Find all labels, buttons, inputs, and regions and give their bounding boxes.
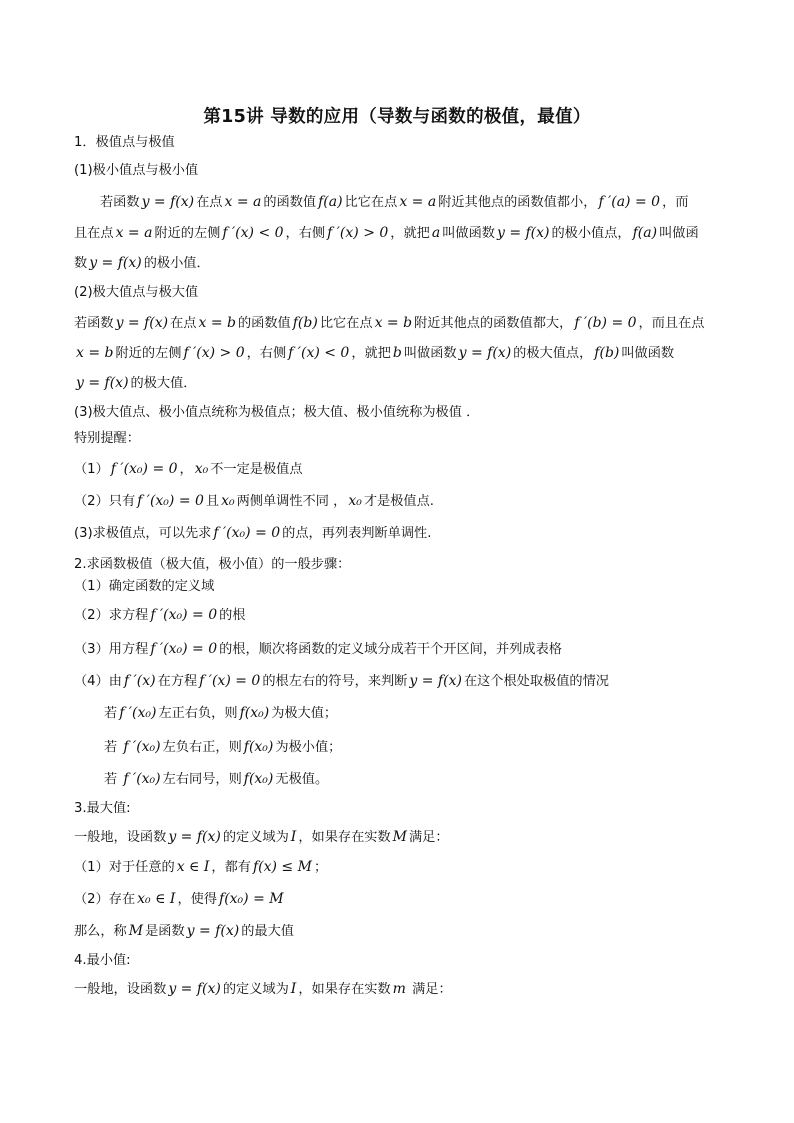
math-expression: y = f(x) xyxy=(168,829,221,845)
text-run: 的根，顺次将函数的定义域分成若干个开区间，并列成表格 xyxy=(219,642,562,657)
math-expression: f ′(x) = 0 xyxy=(199,673,261,689)
text-run: ，如果存在实数 xyxy=(298,830,391,845)
list-item xyxy=(74,524,431,543)
text-run: 的最大值 xyxy=(241,924,294,939)
math-expression: x₀ ∈ I xyxy=(137,891,176,907)
list-item xyxy=(74,890,286,909)
paragraph-line xyxy=(74,374,196,393)
math-expression: x₀ xyxy=(194,461,209,477)
list-item xyxy=(74,492,434,511)
text-run: 的极小值． xyxy=(143,256,210,271)
text-run: ，而且在点 xyxy=(638,316,705,331)
text-run: 满足： xyxy=(407,982,452,997)
text-run: ，使得 xyxy=(177,892,218,907)
text-run: ，如果存在实数 xyxy=(298,982,391,997)
section-heading: 2.求函数极值（极大值，极小值）的一般步骤： xyxy=(74,557,351,572)
paragraph-line xyxy=(74,224,699,243)
math-expression: f(x₀) = M xyxy=(219,891,284,907)
text-run: 的根 xyxy=(219,608,246,623)
text-run: （2）只有 xyxy=(74,494,136,509)
text-run: 若 xyxy=(104,740,122,755)
text-run: 为极大值； xyxy=(271,706,338,721)
text-run: 的极小值点， xyxy=(551,226,631,241)
math-expression: y = f(x) xyxy=(496,225,550,241)
math-expression: f(a) xyxy=(318,194,343,210)
math-expression: b xyxy=(392,345,402,361)
subsection-heading: (2)极大值点与极大值 xyxy=(74,285,199,300)
math-expression: f ′(b) = 0 xyxy=(574,315,637,331)
list-item xyxy=(74,460,303,479)
text-run: 不一定是极值点 xyxy=(210,462,303,477)
section-heading: 3.最大值: xyxy=(74,801,131,816)
text-run: 的函数值 xyxy=(237,316,291,331)
list-item xyxy=(74,640,562,659)
text-run: (3)求极值点，可以先求 xyxy=(74,526,212,541)
paragraph-line xyxy=(74,922,294,941)
math-expression: f ′(x₀) xyxy=(123,739,161,755)
paragraph-line xyxy=(74,344,674,363)
text-run: 在这个根处取极值的情况 xyxy=(463,674,609,689)
math-expression: x = b xyxy=(76,345,114,361)
math-expression: y = f(x) xyxy=(409,673,462,689)
text-run: 无极值。 xyxy=(275,772,329,787)
list-item xyxy=(74,606,245,625)
list-item: （1）确定函数的定义域 xyxy=(74,579,215,594)
text-run: 的定义域为 xyxy=(222,830,289,845)
text-run: （2）存在 xyxy=(74,892,136,907)
math-expression: f(x₀) xyxy=(243,739,274,755)
math-expression: y = f(x) xyxy=(115,315,169,331)
text-run: 比它在点 xyxy=(344,195,398,210)
paragraph-line xyxy=(74,980,452,999)
text-run: 若 xyxy=(104,706,118,721)
text-run: 附近其他点的函数值都小， xyxy=(438,195,597,210)
text-run: 若函数 xyxy=(74,316,114,331)
text-run: 且在点 xyxy=(74,226,114,241)
text-run: ，都有 xyxy=(211,860,251,875)
paragraph-line xyxy=(74,314,704,333)
list-item xyxy=(74,672,609,691)
text-run: 左右同号，则 xyxy=(162,772,242,787)
text-run: 叫做函数 xyxy=(442,226,495,241)
paragraph-line xyxy=(100,193,688,212)
math-expression: x = b xyxy=(374,315,413,331)
text-run: （1） xyxy=(74,462,109,477)
text-run: 满足： xyxy=(408,830,449,845)
math-expression: f ′(x₀) = 0 xyxy=(150,607,218,623)
text-run: 数 xyxy=(74,256,88,271)
math-expression: M xyxy=(128,923,144,939)
math-expression: f(a) xyxy=(632,225,658,241)
math-expression: f(x₀) xyxy=(239,705,270,721)
text-run: 叫做函数 xyxy=(621,346,675,361)
text-run: 才是极值点. xyxy=(363,494,434,509)
list-item xyxy=(104,704,337,723)
paragraph-line xyxy=(74,828,449,847)
text-run: 且 xyxy=(205,494,220,509)
math-expression: f(x₀) xyxy=(243,771,274,787)
math-expression: y = f(x) xyxy=(458,345,512,361)
math-expression: f ′(x) < 0 xyxy=(288,345,350,361)
text-run: 叫做函 xyxy=(659,226,699,241)
math-expression: f(x) ≤ M xyxy=(252,859,312,875)
text-run: 左负右正，则 xyxy=(162,740,242,755)
math-expression: a xyxy=(431,225,441,241)
text-run: 比它在点 xyxy=(319,316,373,331)
math-expression: f ′(x₀) = 0 xyxy=(213,525,281,541)
math-expression: x₀ xyxy=(221,493,235,509)
text-run: ，就把 xyxy=(351,346,391,361)
text-run: 在点 xyxy=(196,195,223,210)
text-run: 为极小值； xyxy=(275,740,342,755)
text-run: ，而 xyxy=(662,195,689,210)
text-run: 的根左右的符号，来判断 xyxy=(262,674,408,689)
page-title: 第15讲 导数的应用（导数与函数的极值，最值） xyxy=(203,107,591,127)
text-run: 在方程 xyxy=(157,674,198,689)
math-expression: x = a xyxy=(224,194,262,210)
text-run: ，右侧 xyxy=(285,226,326,241)
math-expression: f(b) xyxy=(594,345,620,361)
math-expression: f ′(x₀) xyxy=(119,705,157,721)
math-expression: f(b) xyxy=(292,315,318,331)
math-expression: I xyxy=(290,981,297,997)
section-heading: 1．极值点与极值 xyxy=(74,135,175,150)
text-run: 的点，再列表判断单调性. xyxy=(282,526,432,541)
text-run: 的定义域为 xyxy=(222,982,289,997)
text-run: 两侧单调性不同 ， xyxy=(236,494,347,509)
math-expression: y = f(x) xyxy=(168,981,221,997)
text-run: （2）求方程 xyxy=(74,608,149,623)
text-run: 若函数 xyxy=(100,195,140,210)
math-expression: x = a xyxy=(399,194,437,210)
math-expression: f ′(x) > 0 xyxy=(183,345,245,361)
text-run: 附近的左侧 xyxy=(115,346,182,361)
text-run: 附近的左侧 xyxy=(154,226,221,241)
text-run: （4）由 xyxy=(74,674,122,689)
text-run: 附近其他点的函数值都大， xyxy=(414,316,573,331)
list-item xyxy=(74,858,327,877)
math-expression: x ∈ I xyxy=(176,859,210,875)
text-run: 若 xyxy=(104,772,122,787)
paragraph-line: (3)极大值点、极小值点统称为极值点；极大值、极小值统称为极值 ． xyxy=(74,405,480,420)
text-run: 左正右负，则 xyxy=(158,706,238,721)
text-run: ，右侧 xyxy=(246,346,287,361)
math-expression: f ′(x) > 0 xyxy=(327,225,389,241)
reminder-heading: 特别提醒： xyxy=(74,431,140,446)
math-expression: x = b xyxy=(198,315,236,331)
math-expression: f ′(x₀) = 0 xyxy=(150,641,218,657)
text-run: （1）对于任意的 xyxy=(74,860,175,875)
math-expression: f ′(x₀) xyxy=(123,771,161,787)
text-run: 那么，称 xyxy=(74,924,127,939)
math-expression: m xyxy=(392,981,406,997)
math-expression: y = f(x) xyxy=(141,194,195,210)
text-run: （3）用方程 xyxy=(74,642,149,657)
math-expression: y = f(x) xyxy=(76,375,129,391)
text-run: ， xyxy=(179,462,193,477)
section-heading: 4.最小值: xyxy=(74,953,131,968)
text-run: 一般地，设函数 xyxy=(74,830,167,845)
math-expression: f ′(a) = 0 xyxy=(598,194,661,210)
math-expression: f ′(x) < 0 xyxy=(222,225,284,241)
text-run: 的函数值 xyxy=(263,195,317,210)
text-run: 是函数 xyxy=(145,924,185,939)
math-expression: f ′(x₀) = 0 xyxy=(137,493,204,509)
math-expression: f ′(x₀) = 0 xyxy=(110,461,178,477)
list-item xyxy=(104,738,341,757)
text-run: ，就把 xyxy=(390,226,430,241)
paragraph-line xyxy=(74,254,210,273)
math-expression: x = a xyxy=(115,225,153,241)
list-item xyxy=(104,770,328,789)
math-expression: f ′(x) xyxy=(123,673,156,689)
text-run: 的极大值． xyxy=(130,376,197,391)
math-expression: M xyxy=(392,829,407,845)
text-run: ； xyxy=(313,860,328,875)
math-expression: I xyxy=(290,829,297,845)
subsection-heading: (1)极小值点与极小值 xyxy=(74,163,199,178)
text-run: 在点 xyxy=(170,316,197,331)
text-run: 的极大值点， xyxy=(513,346,593,361)
math-expression: y = f(x) xyxy=(89,255,142,271)
text-run: 叫做函数 xyxy=(403,346,457,361)
math-expression: y = f(x) xyxy=(186,923,240,939)
text-run: 一般地，设函数 xyxy=(74,982,167,997)
math-expression: x₀ xyxy=(348,493,362,509)
